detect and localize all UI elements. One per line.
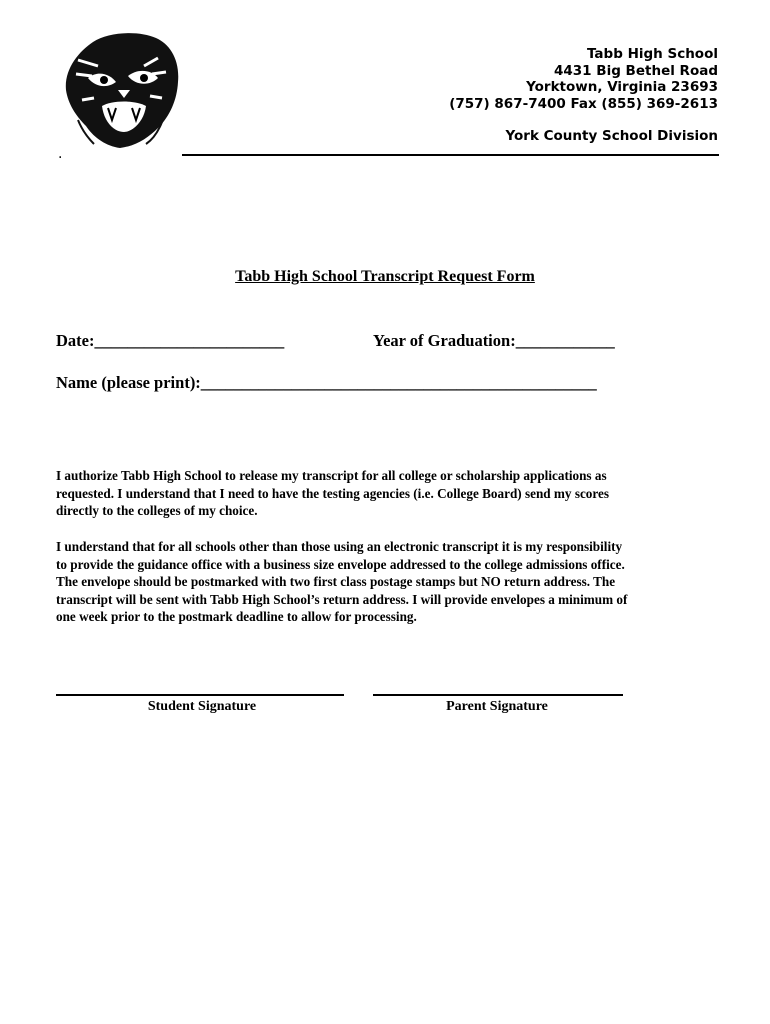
student-signature-label: Student Signature [147, 699, 257, 714]
envelope-paragraph: I understand that for all schools other than those using an electronic transcript it is my responsibility to provide the guidance office with a business size envelope addressed to the college admissions office. The envelope should be postmarked with two first class postage stamps but NO return address. The transcript will be sent with Tabb High School’s return address. I will provide envelopes a minimum of one week prior to the postmark deadline to allow for processing. [56, 539, 628, 625]
school-address: 4431 Big Bethel Road [554, 62, 718, 79]
parent-signature-label: Parent Signature [446, 699, 548, 714]
school-division: York County School Division [505, 128, 718, 144]
graduation-year-field[interactable]: Year of Graduation:____________ [373, 331, 615, 350]
parent-signature-line[interactable] [373, 694, 623, 696]
form-title: Tabb High School Transcript Request Form [235, 268, 535, 285]
date-field[interactable]: Date:_______________________ [56, 331, 285, 350]
tiger-mascot-icon [58, 30, 184, 154]
authorization-paragraph: I authorize Tabb High School to release my transcript for all college or scholarship applications as requested. I understand that I need to have the testing agencies (i.e. College Board) send my scores directly to the colleges of my choice. [56, 468, 609, 519]
header-divider [182, 154, 719, 156]
name-field[interactable]: Name (please print):________________________________________________ [56, 373, 597, 392]
student-signature-line[interactable] [56, 694, 344, 696]
stray-dot: . [58, 146, 63, 162]
school-city: Yorktown, Virginia 23693 [526, 79, 718, 95]
school-header [449, 46, 718, 145]
school-name: Tabb High School [586, 46, 718, 62]
school-phone: (757) 867-7400 Fax (855) 369-2613 [449, 95, 718, 112]
